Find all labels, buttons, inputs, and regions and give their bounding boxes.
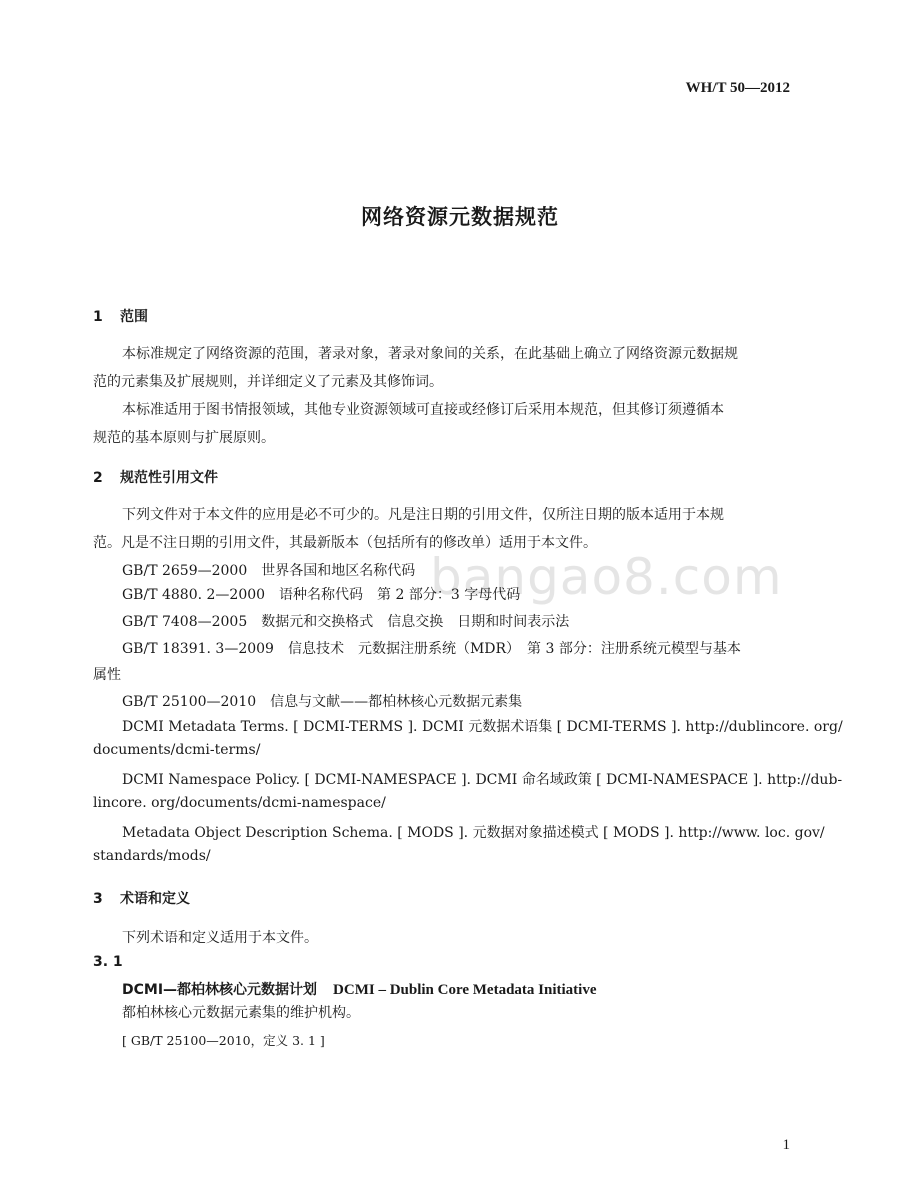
section-3-title: 术语和定义 <box>120 891 190 907</box>
reference-8-line-1: Metadata Object Description Schema. [ MODS ]. 元数据对象描述模式 [ MODS ]. http://www. loc. gov/ <box>122 825 825 841</box>
section-2-intro-line-2: 范。凡是不注日期的引用文件，其最新版本（包括所有的修改单）适用于本文件。 <box>93 535 597 551</box>
term-chinese: DCMI—都柏林核心元数据计划 <box>122 982 318 998</box>
section-2-number: 2 <box>93 470 103 486</box>
reference-7-line-1: DCMI Namespace Policy. [ DCMI-NAMESPACE ]. DCMI 命名域政策 [ DCMI-NAMESPACE ]. http://dub- <box>122 772 843 788</box>
section-2-title: 规范性引用文件 <box>120 470 218 486</box>
section-1-para-1-line-2: 范的元素集及扩展规则，并详细定义了元素及其修饰词。 <box>93 374 443 390</box>
reference-5: GB/T 25100—2010 信息与文献——都柏林核心元数据元素集 <box>122 694 523 710</box>
term-definition: 都柏林核心元数据元素集的维护机构。 <box>122 1005 360 1021</box>
term-source: [ GB/T 25100—2010，定义 3. 1 ] <box>122 1033 325 1048</box>
section-2-heading <box>93 467 218 487</box>
term-heading <box>122 979 597 999</box>
document-title: 网络资源元数据规范 <box>361 205 559 229</box>
section-3-intro: 下列术语和定义适用于本文件。 <box>122 930 318 946</box>
section-1-para-2-line-2: 规范的基本原则与扩展原则。 <box>93 430 275 446</box>
section-3-number: 3 <box>93 891 103 907</box>
section-1-title: 范围 <box>120 309 148 325</box>
watermark: bangao8.com <box>430 548 783 606</box>
reference-7-line-2: lincore. org/documents/dcmi-namespace/ <box>93 795 386 811</box>
section-1-para-2-line-1: 本标准适用于图书情报领域，其他专业资源领域可直接或经修订后采用本规范，但其修订须遵循本 <box>122 402 724 418</box>
section-1-number: 1 <box>93 309 103 325</box>
section-1-para-1-line-1: 本标准规定了网络资源的范围，著录对象，著录对象间的关系，在此基础上确立了网络资源元数据规 <box>122 346 738 362</box>
reference-8-line-2: standards/mods/ <box>93 848 211 864</box>
standard-code: WH/T 50—2012 <box>685 80 790 96</box>
reference-4-line-1: GB/T 18391. 3—2009 信息技术 元数据注册系统（MDR） 第 3 部分：注册系统元模型与基本 <box>122 641 741 657</box>
term-english: DCMI – Dublin Core Metadata Initiative <box>333 982 597 998</box>
reference-6-line-2: documents/dcmi-terms/ <box>93 742 261 758</box>
reference-1: GB/T 2659—2000 世界各国和地区名称代码 <box>122 563 416 579</box>
reference-3: GB/T 7408—2005 数据元和交换格式 信息交换 日期和时间表示法 <box>122 614 570 630</box>
reference-2: GB/T 4880. 2—2000 语种名称代码 第 2 部分：3 字母代码 <box>122 587 521 603</box>
page-number: 1 <box>782 1137 790 1153</box>
section-1-heading <box>93 306 148 326</box>
subsection-3-1-number: 3. 1 <box>93 954 123 970</box>
reference-6-line-1: DCMI Metadata Terms. [ DCMI-TERMS ]. DCMI 元数据术语集 [ DCMI-TERMS ]. http://dublincore. org/ <box>122 719 843 735</box>
reference-4-line-2: 属性 <box>93 667 121 683</box>
section-2-intro-line-1: 下列文件对于本文件的应用是必不可少的。凡是注日期的引用文件，仅所注日期的版本适用于本规 <box>122 507 724 523</box>
section-3-heading <box>93 888 190 908</box>
